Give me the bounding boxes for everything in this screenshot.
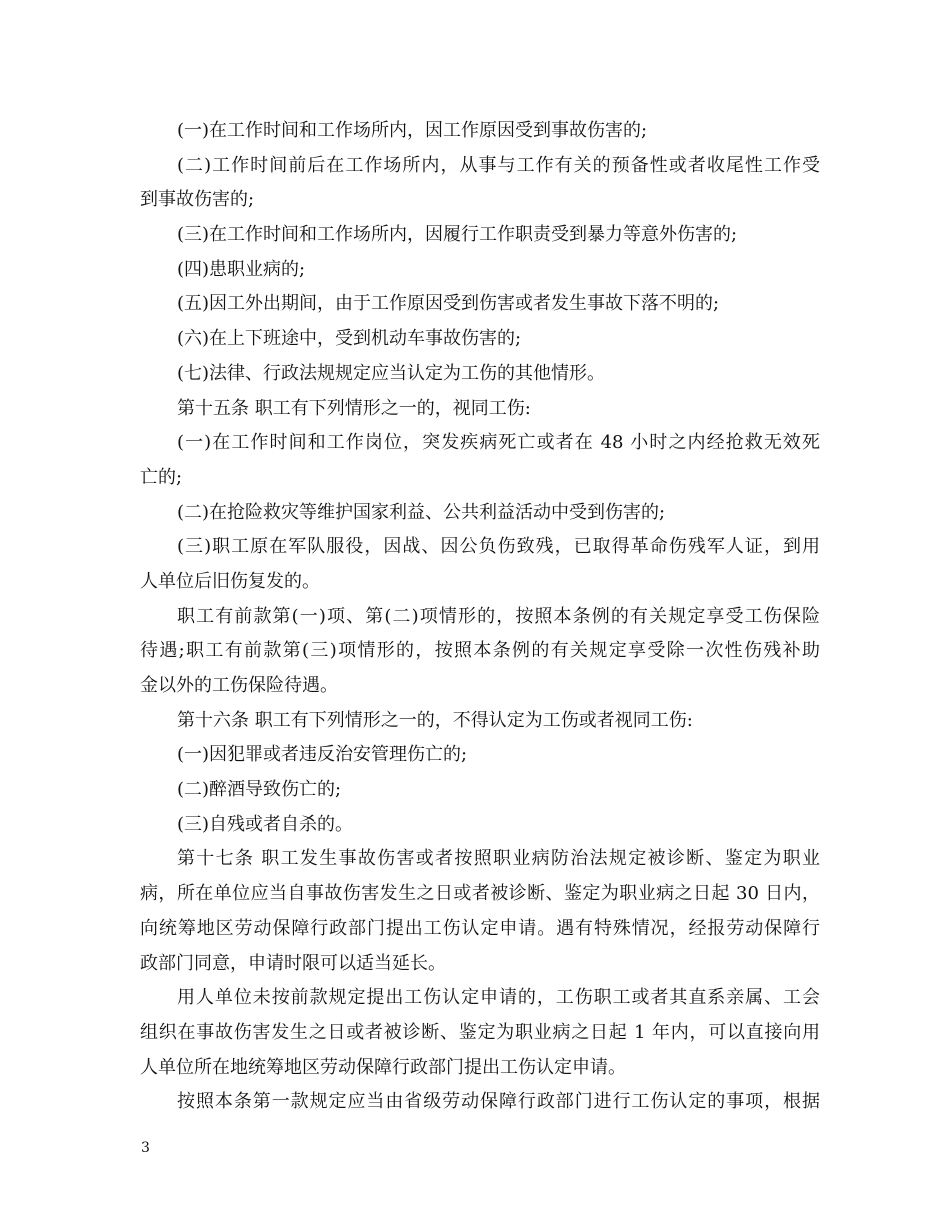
text-line: 金以外的工伤保险待遇。 xyxy=(140,675,338,696)
text-line: 第十七条 职工发生事故伤害或者按照职业病防治法规定被诊断、鉴定为职业 xyxy=(177,848,820,870)
text-line: 按照本条第一款规定应当由省级劳动保障行政部门进行工伤认定的事项，根据 xyxy=(177,1091,820,1113)
document-body-text xyxy=(140,114,820,1120)
text-line: (一)在工作时间和工作岗位，突发疾病死亡或者在 48 小时之内经抢救无效死 xyxy=(177,432,820,454)
text-line: (二)在抢险救灾等维护国家利益、公共利益活动中受到伤害的; xyxy=(177,501,666,523)
text-line: (四)患职业病的; xyxy=(177,258,306,280)
text-line: (三)职工原在军队服役，因战、因公负伤致残，已取得革命伤残军人证，到用 xyxy=(177,536,820,558)
text-line: (七)法律、行政法规规定应当认定为工伤的其他情形。 xyxy=(177,362,606,384)
text-line: 待遇;职工有前款第(三)项情形的，按照本条例的有关规定享受除一次性伤残补助 xyxy=(140,640,820,662)
text-line: 亡的; xyxy=(140,466,183,488)
text-line: 病，所在单位应当自事故伤害发生之日或者被诊断、鉴定为职业病之日起 30 日内， xyxy=(140,883,820,905)
text-line: 用人单位未按前款规定提出工伤认定申请的，工伤职工或者其直系亲属、工会 xyxy=(177,987,820,1009)
text-line: (五)因工外出期间，由于工作原因受到伤害或者发生事故下落不明的; xyxy=(177,293,720,315)
text-line: (一)因犯罪或者违反治安管理伤亡的; xyxy=(177,744,468,766)
text-line: (一)在工作时间和工作场所内，因工作原因受到事故伤害的; xyxy=(177,120,648,141)
text-line: (二)工作时间前后在工作场所内，从事与工作有关的预备性或者收尾性工作受 xyxy=(177,154,820,176)
text-line: (二)醉酒导致伤亡的; xyxy=(177,779,342,801)
text-line: (六)在上下班途中，受到机动车事故伤害的; xyxy=(177,328,522,350)
text-line: 到事故伤害的; xyxy=(140,189,255,211)
text-line: 组织在事故伤害发生之日或者被诊断、鉴定为职业病之日起 1 年内，可以直接向用 xyxy=(140,1021,820,1043)
text-line: (三)在工作时间和工作场所内，因履行工作职责受到暴力等意外伤害的; xyxy=(177,224,738,246)
text-line: (三)自残或者自杀的。 xyxy=(177,813,354,835)
text-line: 第十五条 职工有下列情形之一的，视同工伤: xyxy=(177,397,531,419)
text-line: 政部门同意，申请时限可以适当延长。 xyxy=(140,952,446,974)
text-line: 职工有前款第(一)项、第(二)项情形的，按照本条例的有关规定享受工伤保险 xyxy=(177,605,820,627)
text-line: 向统筹地区劳动保障行政部门提出工伤认定申请。遇有特殊情况，经报劳动保障行 xyxy=(140,917,820,939)
text-line: 人单位后旧伤复发的。 xyxy=(140,570,320,592)
text-line: 人单位所在地统筹地区劳动保障行政部门提出工伤认定申请。 xyxy=(140,1056,626,1078)
page-number: 3 xyxy=(141,1140,150,1156)
text-line: 第十六条 职工有下列情形之一的，不得认定为工伤或者视同工伤: xyxy=(177,709,693,731)
